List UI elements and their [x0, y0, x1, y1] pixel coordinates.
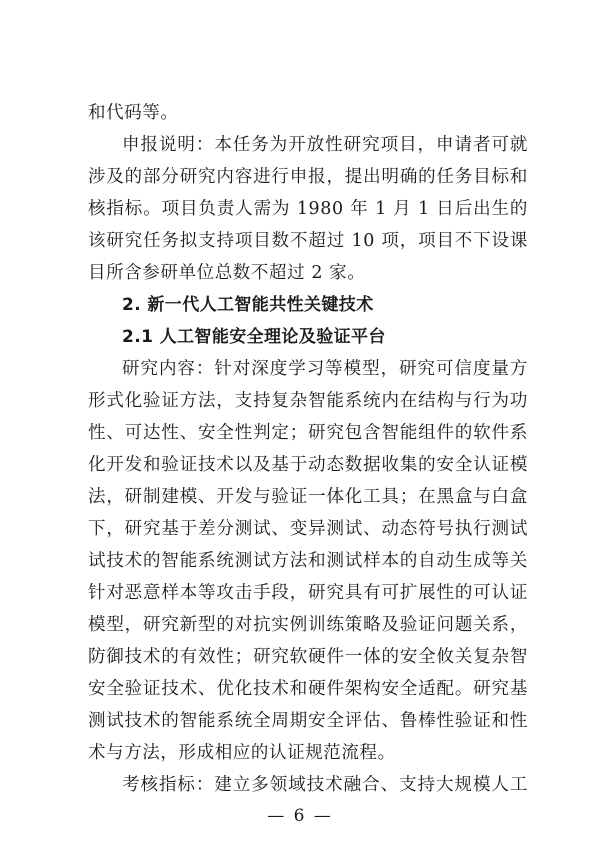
paragraph-first-line: 考核指标：建立多领域技术融合、支持大规模人工	[122, 775, 528, 795]
section-heading: 2. 新一代人工智能共性关键技术	[122, 295, 374, 315]
text-line: 和代码等。	[88, 103, 179, 123]
text-line: 安全验证技术、优化技术和硬件架构安全适配。研究基	[88, 679, 528, 699]
text-line: 目所含参研单位总数不超过 2 家。	[88, 263, 366, 283]
text-line: 化开发和验证技术以及基于动态数据收集的安全认证模	[88, 455, 528, 475]
text-line: 测试技术的智能系统全周期安全评估、鲁棒性验证和性	[88, 711, 528, 731]
text-line: 针对恶意样本等攻击手段，研究具有可扩展性的可认证	[88, 583, 528, 603]
text-line: 法，研制建模、开发与验证一体化工具；在黑盒与白盒	[88, 487, 528, 507]
subsection-heading: 2.1 人工智能安全理论及验证平台	[122, 327, 386, 347]
page-number: — 6 —	[267, 806, 333, 826]
text-line: 涉及的部分研究内容进行申报，提出明确的任务目标和	[88, 167, 528, 187]
paragraph-first-line: 研究内容：针对深度学习等模型，研究可信度量方	[122, 359, 528, 379]
text-line: 防御技术的有效性；研究软硬件一体的安全攸关复杂智	[88, 647, 528, 667]
text-line: 模型，研究新型的对抗实例训练策略及验证问题关系，	[88, 615, 528, 635]
text-line: 形式化验证方法，支持复杂智能系统内在结构与行为功	[88, 391, 528, 411]
text-line: 核指标。项目负责人需为 1980 年 1 月 1 日后出生的	[88, 199, 528, 219]
paragraph-first-line: 申报说明：本任务为开放性研究项目，申请者可就	[122, 135, 528, 155]
text-line: 术与方法，形成相应的认证规范流程。	[88, 743, 396, 763]
text-line: 该研究任务拟支持项目数不超过 10 项，项目不下设课	[88, 231, 528, 251]
text-line: 试技术的智能系统测试方法和测试样本的自动生成等关	[88, 551, 528, 571]
text-line: 下，研究基于差分测试、变异测试、动态符号执行测试	[88, 519, 528, 539]
text-line: 性、可达性、安全性判定；研究包含智能组件的软件系	[88, 423, 528, 443]
